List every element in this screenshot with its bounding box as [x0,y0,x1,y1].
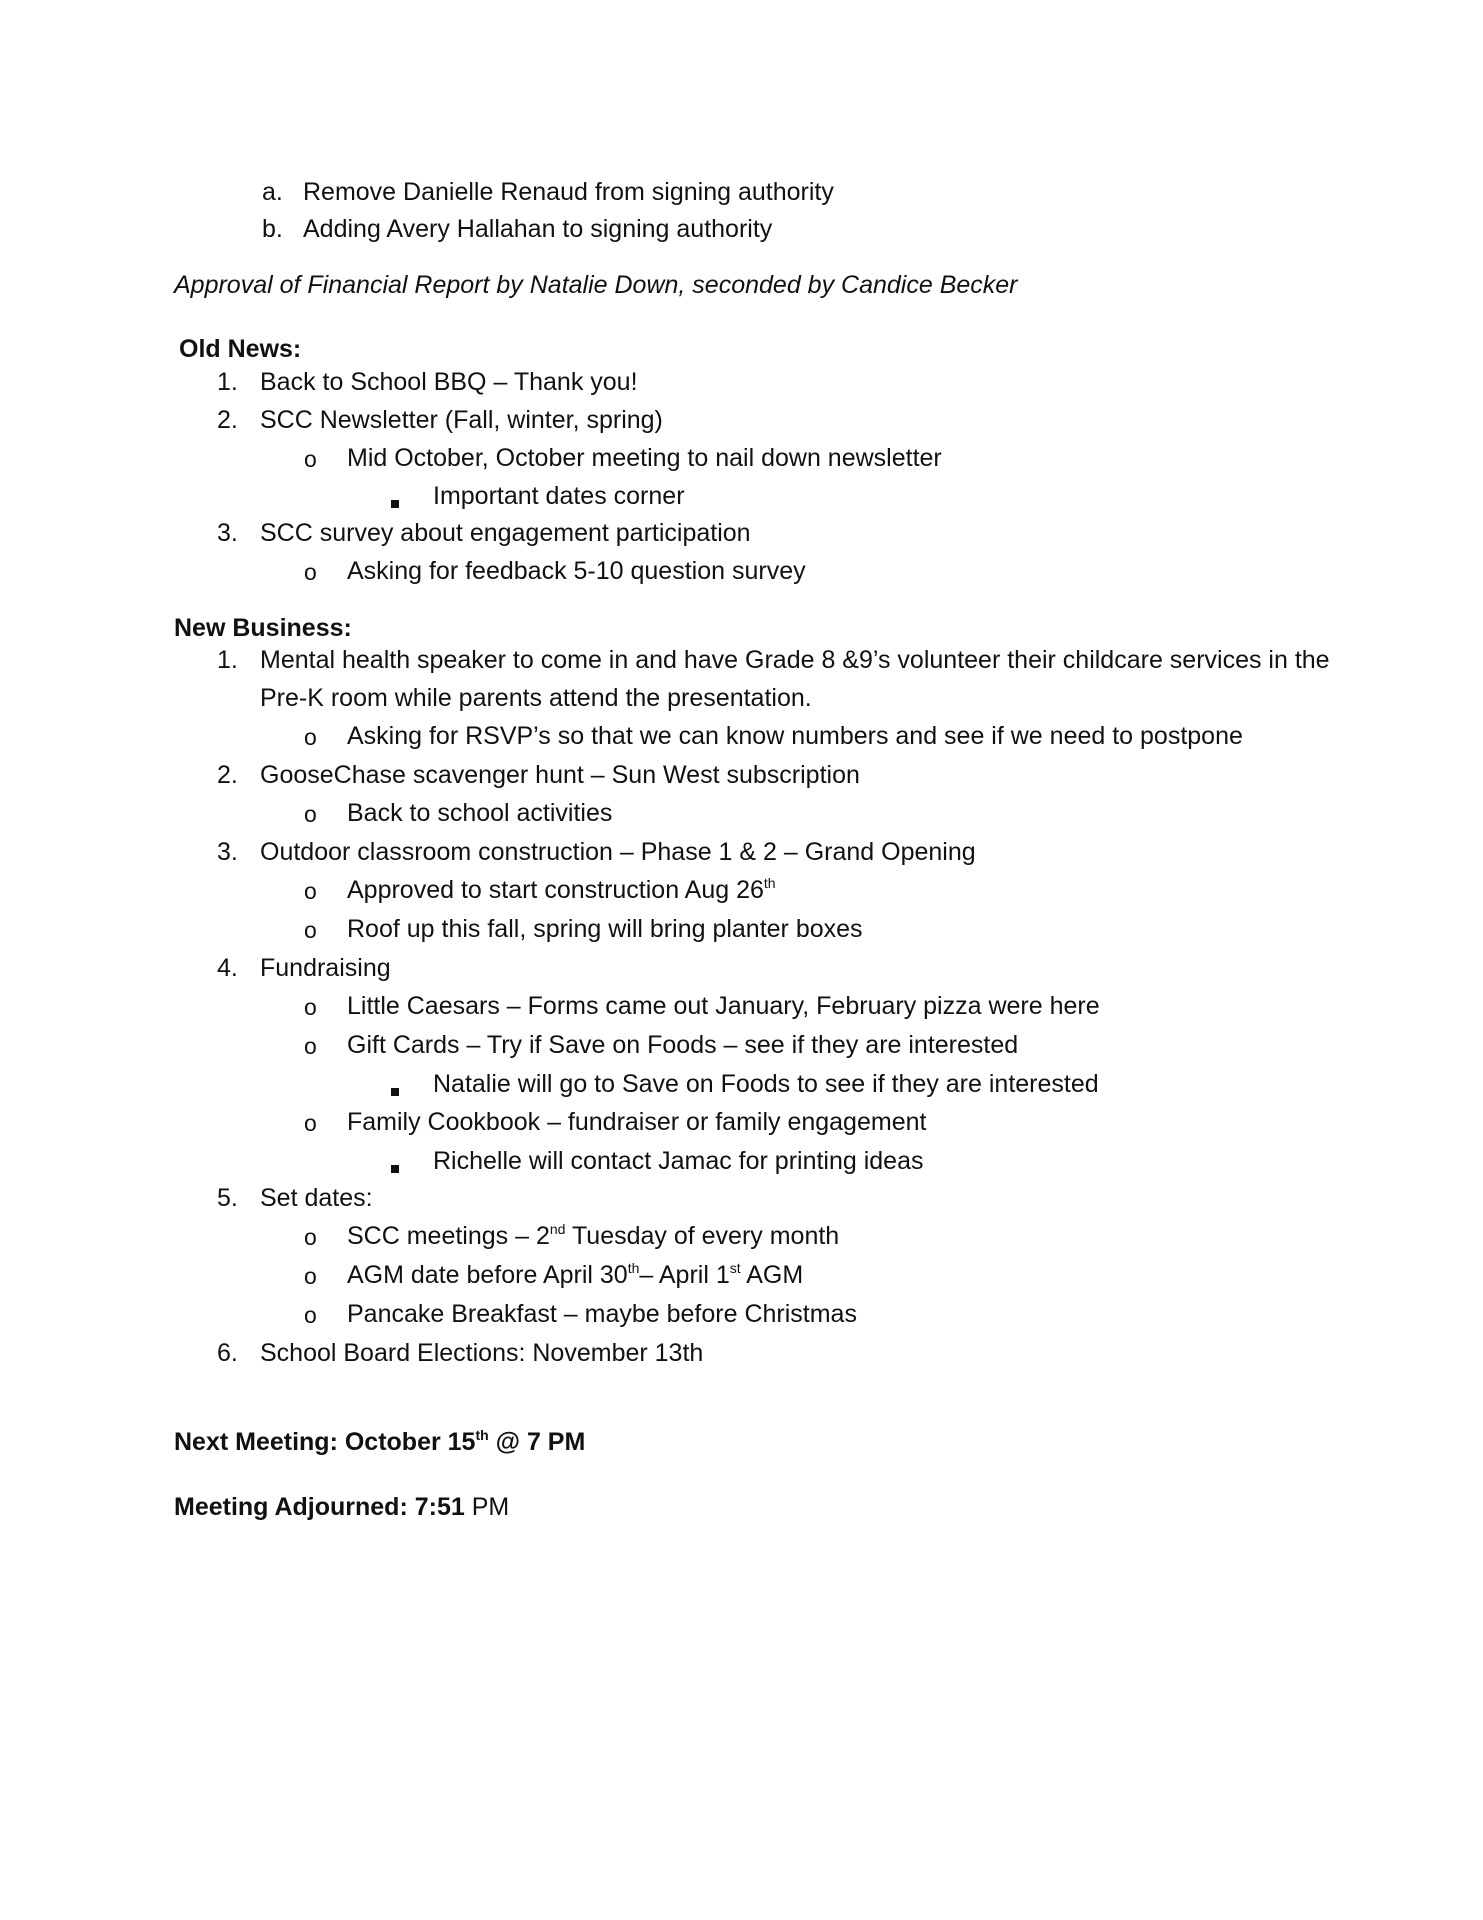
list-item: Little Caesars – Forms came out January, February pizza were here [347,992,1100,1020]
list-item: Approved to start construction Aug 26th [347,875,776,904]
list-item: Back to School BBQ – Thank you! [260,368,638,396]
next-meeting: Next Meeting: October 15th @ 7 PM [174,1427,586,1456]
list-item: AGM date before April 30th– April 1st AGM [347,1260,804,1289]
list-item: Asking for feedback 5-10 question survey [347,557,806,585]
list-number: 1. [217,646,238,674]
circle-bullet-icon: o [304,801,317,827]
list-item: Adding Avery Hallahan to signing authority [303,215,773,243]
list-item: Fundraising [260,954,391,982]
list-item: GooseChase scavenger hunt – Sun West subscription [260,761,860,789]
circle-bullet-icon: o [304,1033,317,1059]
list-item: SCC meetings – 2nd Tuesday of every month [347,1221,840,1250]
list-item: Mid October, October meeting to nail down newsletter [347,444,942,472]
list-item: SCC survey about engagement participation [260,519,751,547]
list-marker: b. [262,215,283,243]
list-item: Family Cookbook – fundraiser or family engagement [347,1108,927,1136]
list-item: Important dates corner [433,482,685,510]
list-number: 3. [217,838,238,866]
list-item: SCC Newsletter (Fall, winter, spring) [260,406,663,434]
list-item: Natalie will go to Save on Foods to see if they are interested [433,1070,1099,1098]
square-bullet-icon [391,1076,399,1101]
list-item: Back to school activities [347,799,613,827]
meeting-adjourned: Meeting Adjourned: 7:51 PM [174,1493,510,1521]
circle-bullet-icon: o [304,724,317,750]
list-item: Richelle will contact Jamac for printing ideas [433,1147,924,1175]
circle-bullet-icon: o [304,994,317,1020]
list-item: School Board Elections: November 13th [260,1339,704,1367]
list-number: 2. [217,406,238,434]
list-item: Set dates: [260,1184,373,1212]
new-business-heading: New Business: [174,614,352,642]
circle-bullet-icon: o [304,446,317,472]
approval-line: Approval of Financial Report by Natalie Down, seconded by Candice Becker [174,271,1018,299]
circle-bullet-icon: o [304,1263,317,1289]
list-item: Remove Danielle Renaud from signing authority [303,178,834,206]
list-item: Mental health speaker to come in and have Grade 8 &9’s volunteer their childcare services in the [260,646,1330,674]
circle-bullet-icon: o [304,1224,317,1250]
list-number: 5. [217,1184,238,1212]
circle-bullet-icon: o [304,917,317,943]
list-item: Outdoor classroom construction – Phase 1 & 2 – Grand Opening [260,838,976,866]
square-bullet-icon [391,1153,399,1178]
list-number: 1. [217,368,238,396]
circle-bullet-icon: o [304,1110,317,1136]
old-news-heading: Old News: [179,335,302,363]
list-item-continuation: Pre-K room while parents attend the presentation. [260,684,812,712]
list-item: Gift Cards – Try if Save on Foods – see if they are interested [347,1031,1019,1059]
list-item: Asking for RSVP’s so that we can know numbers and see if we need to postpone [347,722,1243,750]
list-item: Roof up this fall, spring will bring planter boxes [347,915,863,943]
circle-bullet-icon: o [304,1302,317,1328]
list-item: Pancake Breakfast – maybe before Christmas [347,1300,857,1328]
list-number: 3. [217,519,238,547]
circle-bullet-icon: o [304,559,317,585]
square-bullet-icon [391,488,399,513]
list-number: 2. [217,761,238,789]
circle-bullet-icon: o [304,878,317,904]
list-number: 4. [217,954,238,982]
list-number: 6. [217,1339,238,1367]
list-marker: a. [262,178,283,206]
